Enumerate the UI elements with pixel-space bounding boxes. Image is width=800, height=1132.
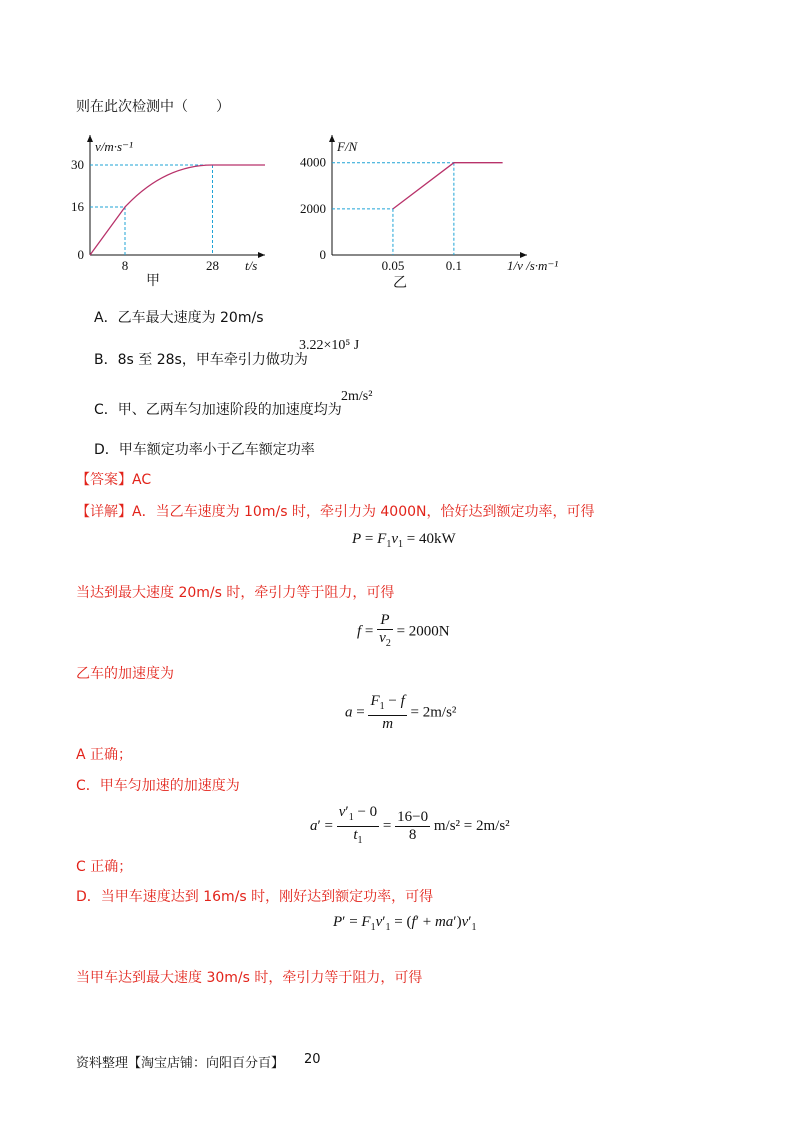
chart-yi-caption: 乙 xyxy=(393,275,407,291)
origin-label: 0 xyxy=(319,247,326,262)
footer xyxy=(76,1052,284,1071)
chart-jia-caption: 甲 xyxy=(146,273,160,289)
solution-line-d: D．当甲车速度达到 16m/s 时，刚好达到额定功率，可得 xyxy=(76,889,434,905)
equation-4: a′ = $\frac{v'_1 - 0}{t_1}$ = $\frac{16-0}{8}$ m/s² = 2m/s² xyxy=(310,804,510,846)
equation-4-numerator: 16−0 xyxy=(397,809,429,825)
solution-line-2: 当达到最大速度 20m/s 时，牵引力等于阻力，可得 xyxy=(76,585,395,601)
question-stem: 则在此次检测中（ ） xyxy=(76,99,230,115)
solution-line-3: 乙车的加速度为 xyxy=(76,666,174,682)
footer-source: 资料整理【淘宝店铺：向阳百分百】 xyxy=(76,1056,285,1071)
x-tick-label: 0.05 xyxy=(381,258,405,273)
solution-line-last: 当甲车达到最大速度 30m/s 时，牵引力等于阻力，可得 xyxy=(76,970,423,986)
answer xyxy=(76,471,151,489)
equation-4-result: 2m/s² xyxy=(476,817,510,834)
option-b-formula: 3.22×10⁵ J xyxy=(299,338,360,353)
x-tick-label: 8 xyxy=(121,258,129,273)
solution-intro: 【详解】A．当乙车速度为 10m/s 时，牵引力为 4000N，恰好达到额定功率，可得 xyxy=(76,504,595,520)
solution-a-correct: A 正确； xyxy=(76,747,133,763)
answer-label: 【答案】 xyxy=(76,472,132,488)
y-tick-label: 30 xyxy=(71,157,84,172)
chart-jia xyxy=(70,125,280,295)
page-number: 20 xyxy=(304,1052,321,1067)
x-axis-label: 1/v /s·m⁻¹ xyxy=(507,258,559,273)
option-b: B．8s 至 28s，甲车牵引力做功为 xyxy=(94,352,308,368)
option-a: A．乙车最大速度为 20m/s xyxy=(94,310,264,326)
equation-1: $P = F_1v_1 = 40kW$ xyxy=(352,531,456,550)
y-axis-arrow xyxy=(329,135,335,142)
equation-1-result: 40kW xyxy=(418,531,456,547)
y-tick-label: 4000 xyxy=(300,154,326,170)
option-c-formula: 2m/s² xyxy=(341,389,373,404)
equation-2: f = $\frac{P}{v_2}$ = 2000N xyxy=(357,612,450,649)
x-tick-label: 28 xyxy=(206,258,219,273)
answer-value: AC xyxy=(132,472,152,488)
y-axis-arrow xyxy=(87,135,93,142)
x-axis-label: t/s xyxy=(245,258,258,273)
equation-3-result: 2m/s² xyxy=(422,704,457,721)
equation-5: $P' = F_1v'_1 = (f' + ma')v'_1$ xyxy=(333,914,477,933)
equation-4-unit: m/s² xyxy=(433,817,461,834)
y-axis-label: F/N xyxy=(337,139,358,154)
x-tick-label: 0.1 xyxy=(445,258,462,273)
series-line xyxy=(393,163,503,209)
equation-3: a = $\frac{F_1 - f}{m}$ = 2m/s² xyxy=(345,693,457,732)
option-c: C．甲、乙两车匀加速阶段的加速度均为 xyxy=(94,402,342,418)
origin-label: 0 xyxy=(77,247,84,262)
solution-line-c: C．甲车匀加速的加速度为 xyxy=(76,778,240,794)
y-tick-label: 2000 xyxy=(300,200,326,216)
x-axis-arrow xyxy=(258,252,265,258)
y-tick-label: 16 xyxy=(71,199,84,214)
chart-yi xyxy=(300,125,559,295)
solution-c-correct: C 正确； xyxy=(76,859,133,875)
y-axis-label: v/m·s⁻¹ xyxy=(95,139,133,154)
option-d: D．甲车额定功率小于乙车额定功率 xyxy=(94,442,315,458)
chart-jia-plot xyxy=(71,135,265,273)
chart-yi-plot xyxy=(300,135,558,273)
series-line xyxy=(90,165,265,255)
equation-2-result: 2000N xyxy=(408,623,450,640)
equation-4-denominator: 8 xyxy=(408,827,417,843)
